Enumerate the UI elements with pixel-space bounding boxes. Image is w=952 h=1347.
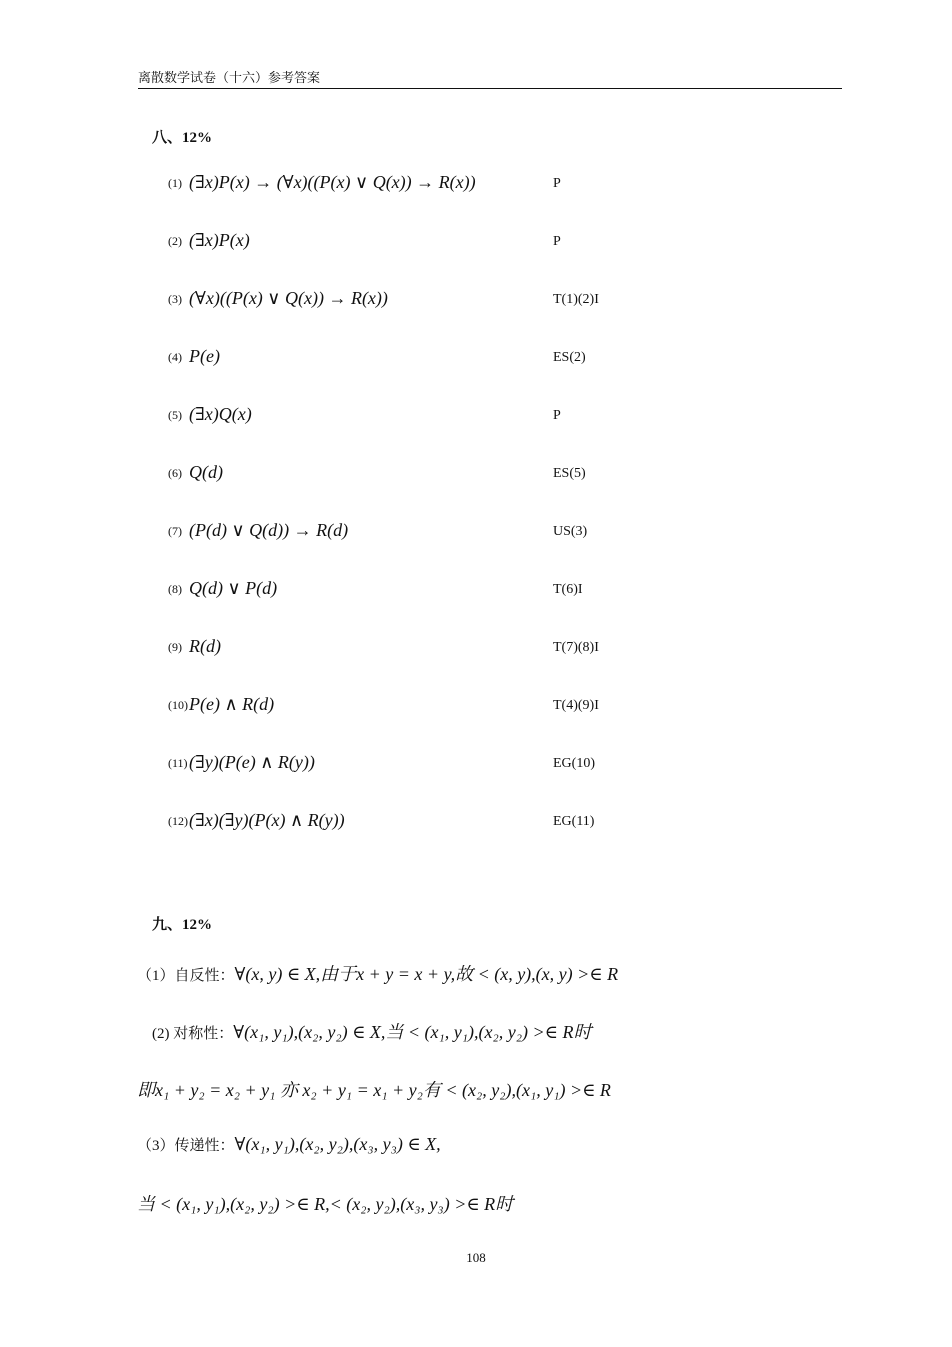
step-number: (8) [168,582,182,596]
proof-step [168,460,768,518]
reflexive-line [137,960,618,986]
step-rule: P [553,408,561,423]
section-9-title: 九、12% [152,917,213,933]
step-formula: (∃x)P(x) → (∀x)((P(x) ∨ Q(x)) → R(x)) [189,172,476,192]
step-formula: R(d) [189,636,221,656]
step-rule: T(4)(9)I [553,698,599,713]
proof-steps [168,170,768,866]
step-formula: (∃x)(∃y)(P(x) ∧ R(y)) [189,810,345,830]
line-math: ∀(x₁, y₁),(x₂, y₂) ∈ X,当 < (x₁, y₁),(x₂, y₂) >∈ R时 [233,1022,592,1042]
line-label: （1）自反性： [137,968,235,984]
step-rule: EG(10) [553,756,595,771]
step-rule: US(3) [553,524,588,539]
step-number: (3) [168,292,182,306]
proof-step [168,518,768,576]
step-rule: ES(2) [553,350,586,365]
step-number: (9) [168,640,182,654]
step-number: (10) [168,698,188,712]
proof-step [168,692,768,750]
proof-step [168,750,768,808]
line-label: (2) 对称性： [152,1026,234,1042]
step-formula: (∃x)P(x) [189,230,250,250]
proof-step [168,808,768,866]
step-rule: P [553,176,561,191]
step-number: (1) [168,176,182,190]
proof-step [168,228,768,286]
symmetric-line [152,1018,591,1044]
section-8-title: 八、12% [152,130,213,146]
step-formula: P(e) ∧ R(d) [189,694,275,714]
proof-step [168,576,768,634]
transitive-cont-line [137,1190,513,1216]
proof-step [168,402,768,460]
line-math: ∀(x, y) ∈ X,由于x + y = x + y,故 < (x, y),(x, y) >∈ R [234,964,619,984]
step-rule: EG(11) [553,814,595,829]
step-number: (7) [168,524,182,538]
step-formula: (P(d) ∨ Q(d)) → R(d) [189,520,349,540]
step-number: (4) [168,350,182,364]
step-formula: P(e) [189,346,220,366]
symmetric-cont-line [137,1076,611,1102]
step-rule: T(1)(2)I [553,292,599,307]
page-number: 108 [466,1250,486,1265]
step-number: (2) [168,234,182,248]
proof-step [168,286,768,344]
line-math: 即x₁ + y₂ = x₂ + y₁ 亦 x₂ + y₁ = x₁ + y₂有 < (x₂, y₂),(x₁, y₁) >∈ R [137,1080,611,1100]
step-rule: ES(5) [553,466,586,481]
step-rule: T(6)I [553,582,583,597]
page-header: 离散数学试卷（十六）参考答案 [138,70,842,89]
step-rule: P [553,234,561,249]
proof-step [168,634,768,692]
transitive-line [137,1134,441,1155]
step-formula: Q(d) ∨ P(d) [189,578,278,598]
step-formula: (∃x)Q(x) [189,404,252,424]
step-number: (11) [168,756,188,770]
proof-step [168,170,768,228]
step-number: (6) [168,466,182,480]
line-math: ∀(x₁, y₁),(x₂, y₂),(x₃, y₃) ∈ X, [234,1134,441,1154]
line-label: （3）传递性： [137,1138,235,1154]
step-rule: T(7)(8)I [553,640,599,655]
line-math: 当 < (x₁, y₁),(x₂, y₂) >∈ R,< (x₂, y₂),(x₃, y₃) >∈ R时 [137,1194,514,1214]
step-number: (12) [168,814,188,828]
step-formula: Q(d) [189,462,223,482]
step-formula: (∀x)((P(x) ∨ Q(x)) → R(x)) [189,288,388,308]
step-number: (5) [168,408,182,422]
step-formula: (∃y)(P(e) ∧ R(y)) [189,752,315,772]
proof-step [168,344,768,402]
